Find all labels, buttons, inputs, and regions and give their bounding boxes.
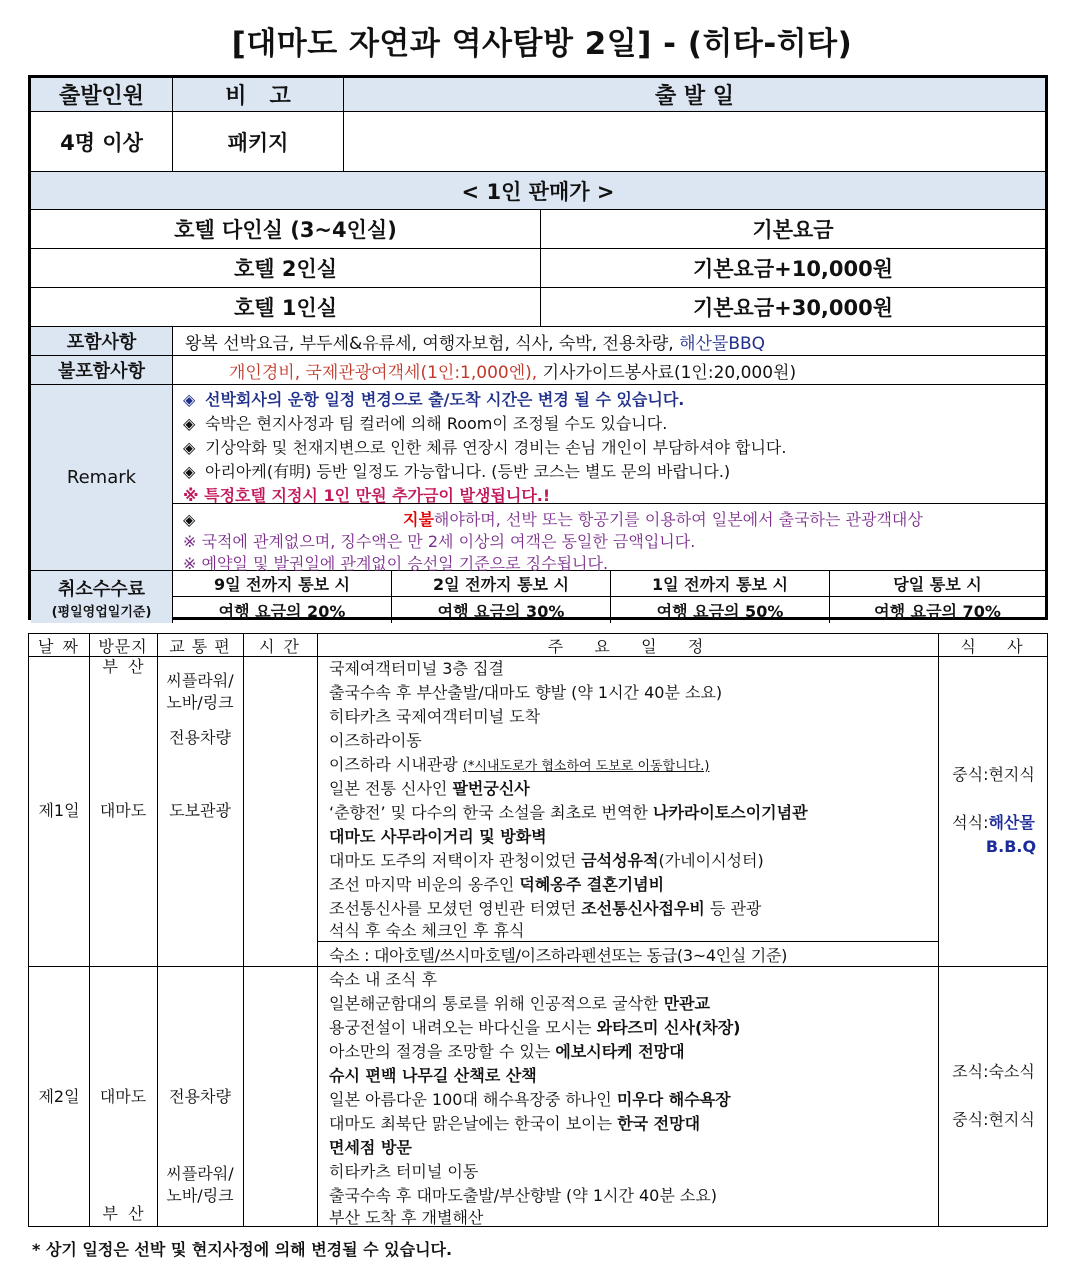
remark-row xyxy=(31,385,1045,571)
schedule-line: 이즈하라 시내관광 (*시내도로가 협소하여 도보로 이동합니다.) xyxy=(329,755,710,774)
day1-date: 제1일 xyxy=(38,801,80,820)
cancel-fee: 여행 요금의 50% xyxy=(611,597,830,623)
diamond-icon: ◈ xyxy=(183,438,196,457)
remark-note: ※ 예약일 및 발권일에 관계없이 승선일 기준으로 징수됩니다. xyxy=(183,554,609,573)
remark-tax-line: ◈ 지불해야하며, 선박 또는 항공기를 이용하여 일본에서 출국하는 관광객대상 xyxy=(183,510,923,529)
remark-line: ◈ 기상악화 및 천재지변으로 인한 체류 연장시 경비는 손님 개인이 부담하셔야 합니다. xyxy=(183,438,787,457)
price-row xyxy=(31,249,1045,288)
transport-header: 교 통 편 xyxy=(169,636,231,656)
schedule-line: 조선 마지막 비운의 옹주인 덕혜옹주 결혼기념비 xyxy=(329,875,665,894)
day1-dinner: 석식: 해산물 xyxy=(952,813,1035,832)
excluded-label: 불포함사항 xyxy=(31,356,173,384)
cancel-label-cell xyxy=(31,571,173,623)
excluded-red-text: 개인경비, 국제관광여객세(1인:1,000엔), xyxy=(229,362,538,383)
day1-place-start: 부 산 xyxy=(102,657,144,676)
attraction-name: 덕혜옹주 결혼기념비 xyxy=(519,875,665,894)
room-price: 기본요금+10,000원 xyxy=(692,257,894,281)
schedule-line: 용궁전설이 내려오는 바다신을 모시는 와타즈미 신사(차장) xyxy=(329,1018,741,1037)
attraction-name: 금석성유적 xyxy=(581,851,659,870)
schedule-line: ‘춘향전’ 및 다수의 한국 소설을 최초로 번역한 나카라이토스이기념관 xyxy=(329,803,808,822)
tax-pay-word: 지불 xyxy=(403,510,434,529)
cancel-when-row xyxy=(173,571,1045,597)
meal-header: 식 사 xyxy=(960,636,1027,656)
cancel-row xyxy=(31,571,1045,623)
day2-place: 대마도 xyxy=(99,1087,147,1106)
cancel-label: 취소수수료 xyxy=(58,578,145,600)
departure-value-row xyxy=(31,112,1045,172)
attraction-name: 슈시 편백 나무길 산책로 산책 xyxy=(329,1066,537,1085)
price-row xyxy=(31,210,1045,249)
attraction-name: 와타즈미 신사(차장) xyxy=(596,1018,741,1037)
price-heading: < 1인 판매가 > xyxy=(461,179,615,204)
attraction-name: 면세점 방문 xyxy=(329,1138,412,1157)
column-divider xyxy=(317,634,318,1226)
room-type: 호텔 1인실 xyxy=(31,288,541,326)
price-info-box xyxy=(28,75,1048,620)
departure-people-value: 4명 이상 xyxy=(31,112,173,171)
attraction-name: 한국 전망대 xyxy=(617,1114,701,1133)
schedule-line xyxy=(329,1063,537,1086)
departure-date-header: 출 발 일 xyxy=(654,84,735,109)
diamond-icon: ◈ xyxy=(183,510,196,529)
cancel-fee: 여행 요금의 20% xyxy=(173,597,392,623)
cancel-when: 1일 전까지 통보 시 xyxy=(611,571,830,596)
room-type: 호텔 2인실 xyxy=(31,249,541,287)
attraction-name: 팔번궁신사 xyxy=(452,779,530,798)
itinerary-table xyxy=(28,633,1048,1227)
remark-label: Remark xyxy=(31,385,173,570)
schedule-header: 주 요 일 정 xyxy=(547,636,708,656)
remark-special: ※ 특정호텔 지정시 1인 만원 추가금이 발생됩니다.! xyxy=(183,486,551,505)
included-items: 왕복 선박요금, 부두세&유류세, 여행자보험, 식사, 숙박, 전용차량, xyxy=(185,333,674,354)
schedule-line xyxy=(329,1135,412,1158)
cancel-fee-row xyxy=(173,597,1045,623)
day2-lunch: 중식:현지식 xyxy=(952,1110,1035,1129)
cancel-fee: 여행 요금의 30% xyxy=(392,597,611,623)
diamond-icon: ◈ xyxy=(183,390,196,409)
attraction-name: 나카라이토스이기념관 xyxy=(652,803,808,822)
room-price: 기본요금 xyxy=(752,218,834,242)
lodging-divider xyxy=(317,941,938,942)
schedule-line: 국제여객터미널 3층 집결 xyxy=(329,659,504,678)
cancel-when: 9일 전까지 통보 시 xyxy=(173,571,392,596)
diamond-icon: ◈ xyxy=(183,414,196,433)
schedule-line: 출국수속 후 부산출발/대마도 향발 (약 1시간 40분 소요) xyxy=(329,683,723,702)
price-heading-row xyxy=(31,172,1045,210)
included-text xyxy=(173,327,1045,355)
departure-date-value xyxy=(344,112,1045,171)
day2-place-end: 부 산 xyxy=(102,1204,144,1223)
lodging-line: 숙소 : 대아호텔/쓰시마호텔/이즈하라펜션또는 동급(3~4인실 기준) xyxy=(329,946,788,965)
day1-lunch: 중식:현지식 xyxy=(952,765,1035,784)
page-title: [대마도 자연과 역사탐방 2일] - (히타-히타) xyxy=(231,26,853,62)
schedule-line: 일본 아름다운 100대 해수욕장중 하나인 미우다 해수욕장 xyxy=(329,1090,731,1109)
room-type: 호텔 다인실 (3~4인실) xyxy=(31,210,541,248)
day2-transport-ferry: 씨플라워/ xyxy=(166,1164,234,1183)
footnote: * 상기 일정은 선박 및 현지사정에 의해 변경될 수 있습니다. xyxy=(32,1240,453,1259)
included-highlight: 해산물BBQ xyxy=(679,333,766,354)
attraction-name: 조선통신사접우비 xyxy=(581,899,705,918)
schedule-line: 석식 후 숙소 체크인 후 휴식 xyxy=(329,921,525,940)
cancel-sublabel: (평일영업일기준) xyxy=(51,604,152,620)
attraction-name: 미우다 해수욕장 xyxy=(616,1090,731,1109)
remarks-value: 패키지 xyxy=(173,112,344,171)
schedule-line: 히타카츠 국제여객터미널 도착 xyxy=(329,707,541,726)
day1-transport-ferry: 노바/링크 xyxy=(166,693,234,712)
departure-people-header: 출발인원 xyxy=(31,78,173,111)
day1-place: 대마도 xyxy=(99,801,147,820)
schedule-line: 이즈하라이동 xyxy=(329,731,422,750)
time-header: 시 간 xyxy=(259,636,301,656)
included-label: 포함사항 xyxy=(31,327,173,355)
cancel-when: 당일 통보 시 xyxy=(893,575,982,594)
schedule-line: 일본해군함대의 통로를 위해 인공적으로 굴삭한 만관교 xyxy=(329,994,710,1013)
excluded-items: 기사가이드봉사료(1인:20,000원) xyxy=(542,362,797,383)
day2-date: 제2일 xyxy=(38,1087,80,1106)
date-header: 날 짜 xyxy=(38,636,80,656)
attraction-name: 에보시타케 전망대 xyxy=(555,1042,685,1061)
remark-note: ※ 국적에 관계없으며, 징수액은 만 2세 이상의 여객은 동일한 금액입니다. xyxy=(183,532,696,551)
column-divider xyxy=(938,634,939,1226)
schedule-line: 대마도 도주의 저택이자 관청이었던 금석성유적(가네이시성터) xyxy=(329,851,764,870)
schedule-line: 조선통신사를 모셨던 영빈관 터였던 조선통신사접우비 등 관광 xyxy=(329,899,762,918)
excluded-row xyxy=(31,356,1045,385)
day1-transport-ferry: 씨플라워/ xyxy=(166,671,234,690)
day2-breakfast: 조식:숙소식 xyxy=(952,1062,1035,1081)
dinner-highlight-bbq: B.B.Q xyxy=(985,837,1037,856)
schedule-line: 대마도 최북단 맑은날에는 한국이 보이는 한국 전망대 xyxy=(329,1114,701,1133)
remark-line: ◈ 숙박은 현지사정과 팀 컬러에 의해 Room이 조정될 수도 있습니다. xyxy=(183,414,668,433)
schedule-line: 일본 전통 신사인 팔번궁신사 xyxy=(329,779,530,798)
dinner-highlight: 해산물 xyxy=(988,813,1035,832)
remark-lines xyxy=(173,385,1045,573)
remark-line: ◈ 선박회사의 운항 일정 변경으로 출/도착 시간은 변경 될 수 있습니다. xyxy=(183,390,685,409)
schedule-line xyxy=(329,824,547,847)
schedule-line: 숙소 내 조식 후 xyxy=(329,970,437,989)
schedule-line: 출국수속 후 대마도출발/부산향발 (약 1시간 40분 소요) xyxy=(329,1186,718,1205)
excluded-text xyxy=(173,356,1045,384)
departure-header-row xyxy=(31,78,1045,112)
included-row xyxy=(31,327,1045,356)
room-price: 기본요금+30,000원 xyxy=(692,296,894,320)
day2-transport-car: 전용차량 xyxy=(169,1087,231,1106)
cancel-when: 2일 전까지 통보 시 xyxy=(392,571,611,596)
price-row xyxy=(31,288,1045,327)
column-divider xyxy=(243,634,244,1226)
diamond-icon: ◈ xyxy=(183,462,196,481)
remark-separator xyxy=(173,503,1045,504)
schedule-line: 부산 도착 후 개별해산 xyxy=(329,1208,484,1227)
remarks-header: 비 고 xyxy=(173,78,344,111)
attraction-name: 대마도 사무라이거리 및 방화벽 xyxy=(329,827,547,846)
cancel-fee: 여행 요금의 70% xyxy=(874,601,1001,621)
day1-transport-walk: 도보관광 xyxy=(169,801,231,820)
remark-line: ◈ 아리아케(有明) 등반 일정도 가능합니다. (등반 코스는 별도 문의 바랍니다.) xyxy=(183,462,731,481)
day1-transport-car: 전용차량 xyxy=(169,728,231,747)
schedule-line: 히타카츠 터미널 이동 xyxy=(329,1162,479,1181)
schedule-line: 아소만의 절경을 조망할 수 있는 에보시타케 전망대 xyxy=(329,1042,685,1061)
day2-transport-ferry: 노바/링크 xyxy=(166,1186,234,1205)
schedule-note: (*시내도로가 협소하여 도보로 이동합니다.) xyxy=(462,759,710,774)
place-header: 방문지 xyxy=(98,636,148,656)
attraction-name: 만관교 xyxy=(663,994,710,1013)
